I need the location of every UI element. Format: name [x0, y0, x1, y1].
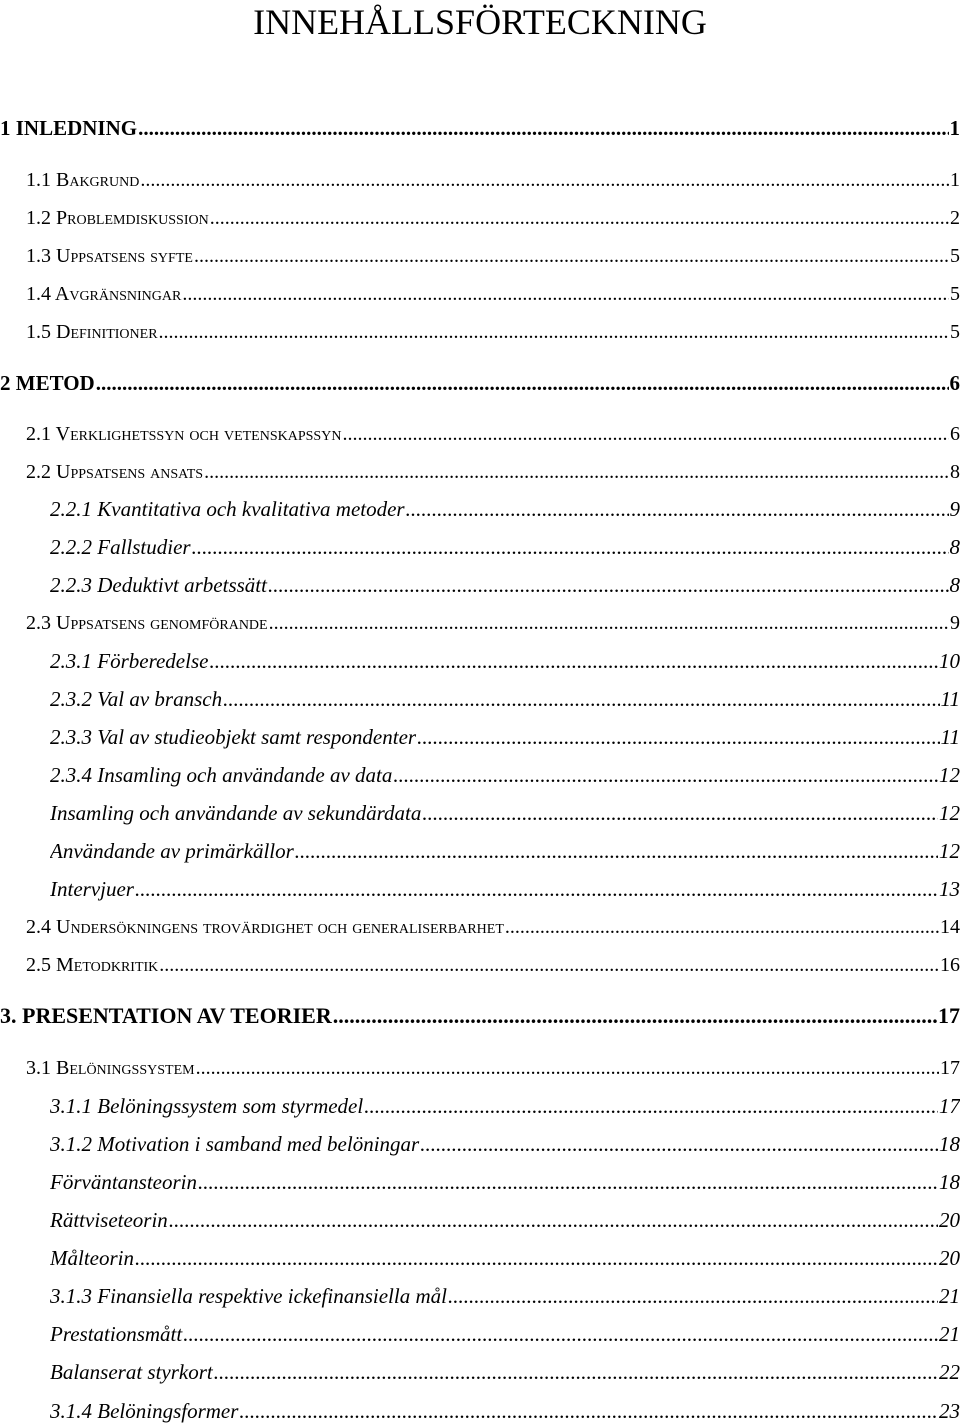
toc-entry-2-3-1[interactable]: [50, 646, 960, 676]
toc-leader-dots: [210, 203, 949, 233]
toc-entry-1-1[interactable]: [26, 165, 960, 195]
toc-entry-2-2[interactable]: [26, 457, 960, 487]
toc-entry-page: 17: [940, 1057, 960, 1079]
toc-entry-label: 1.4 Avgränsningar: [26, 283, 182, 305]
toc-entry-label: 2.3.4 Insamling och användande av data: [50, 763, 393, 787]
toc-entry-page: 17: [938, 1003, 960, 1028]
toc-entry-2-2-3[interactable]: [50, 570, 960, 600]
toc-entry-2[interactable]: [0, 368, 960, 398]
toc-entry-page: 20: [939, 1246, 960, 1270]
toc-entry-page: 20: [939, 1208, 960, 1232]
toc-entry-sekundardata[interactable]: [50, 798, 960, 828]
toc-entry-2-4[interactable]: [26, 912, 960, 942]
toc-entry-page: 12: [939, 839, 960, 863]
toc-entry-label: 2.2.3 Deduktivt arbetssätt: [50, 573, 267, 597]
toc-entry-page: 17: [939, 1094, 960, 1118]
toc-entry-balanserat-styrkort[interactable]: [50, 1357, 960, 1387]
toc-leader-dots: [223, 684, 939, 714]
toc-entry-page: 10: [939, 649, 960, 673]
toc-entry-prestationsmatt[interactable]: [50, 1319, 960, 1349]
toc-entry-label: 3.1.2 Motivation i samband med belöningar: [50, 1132, 420, 1156]
toc-entry-2-3-2[interactable]: [50, 684, 960, 714]
toc-entry-2-2-1[interactable]: [50, 494, 960, 524]
toc-entry-2-3[interactable]: [26, 608, 960, 638]
toc-entry-page: 11: [940, 687, 960, 711]
toc-entry-label: 2 METOD: [0, 371, 95, 395]
toc-entry-page: 6: [949, 371, 960, 395]
toc-entry-3-1[interactable]: [26, 1053, 960, 1083]
toc-entry-label: Balanserat styrkort: [50, 1360, 213, 1384]
toc-leader-dots: [192, 532, 949, 562]
toc-entry-forvantansteorin[interactable]: [50, 1167, 960, 1197]
toc-entry-page: 8: [949, 573, 960, 597]
toc-leader-dots: [333, 1001, 937, 1031]
toc-entry-label: 2.3.2 Val av bransch: [50, 687, 223, 711]
toc-entry-page: 8: [950, 461, 960, 483]
toc-leader-dots: [239, 1396, 938, 1426]
toc-entry-3-1-3[interactable]: [50, 1281, 960, 1311]
toc-leader-dots: [393, 760, 938, 790]
toc-leader-dots: [364, 1091, 938, 1121]
toc-entry-label: 1 INLEDNING: [0, 116, 138, 140]
toc-entry-label: 2.3 Uppsatsens genomförande: [26, 612, 268, 634]
toc-leader-dots: [342, 419, 949, 449]
toc-entry-page: 12: [939, 763, 960, 787]
toc-entry-label: Målteorin: [50, 1246, 134, 1270]
toc-entry-label: 2.2 Uppsatsens ansats: [26, 461, 204, 483]
toc-entry-label: 2.2.1 Kvantitativa och kvalitativa metoder: [50, 497, 405, 521]
page-title: INNEHÅLLSFÖRTECKNING: [253, 2, 707, 42]
toc-entry-page: 12: [939, 801, 960, 825]
toc-entry-1[interactable]: [0, 113, 960, 143]
toc-entry-malteorin[interactable]: [50, 1243, 960, 1273]
toc-entry-page: 16: [940, 954, 960, 976]
toc-entry-label: Användande av primärkällor: [50, 839, 294, 863]
toc-leader-dots: [448, 1281, 938, 1311]
toc-leader-dots: [159, 317, 949, 347]
toc-entry-rattviseteorin[interactable]: [50, 1205, 960, 1235]
toc-entry-label: Prestationsmått: [50, 1322, 183, 1346]
toc-entry-page: 9: [950, 612, 960, 634]
toc-entry-label: 1.2 Problemdiskussion: [26, 207, 209, 229]
toc-entry-label: 2.5 Metodkritik: [26, 954, 159, 976]
toc-entry-2-3-3[interactable]: [50, 722, 960, 752]
toc-entry-page: 21: [939, 1284, 960, 1308]
toc-leader-dots: [182, 279, 949, 309]
toc-entry-page: 22: [939, 1360, 960, 1384]
toc-entry-label: 3.1.3 Finansiella respektive ickefinansiella mål: [50, 1284, 447, 1308]
toc-entry-page: 5: [950, 283, 960, 305]
toc-leader-dots: [417, 722, 939, 752]
toc-entry-label: 1.5 Definitioner: [26, 321, 158, 343]
toc-entry-page: 13: [939, 877, 960, 901]
toc-entry-1-3[interactable]: [26, 241, 960, 271]
toc-leader-dots: [159, 950, 939, 980]
toc-entry-page: 1: [949, 116, 960, 140]
toc-entry-label: 3.1 Belöningssystem: [26, 1057, 195, 1079]
toc-entry-label: 2.3.1 Förberedelse: [50, 649, 209, 673]
toc-entry-label: 2.2.2 Fallstudier: [50, 535, 191, 559]
toc-leader-dots: [209, 646, 938, 676]
toc-leader-dots: [295, 836, 938, 866]
toc-entry-1-2[interactable]: [26, 203, 960, 233]
toc-entry-page: 5: [950, 321, 960, 343]
toc-entry-page: 1: [950, 169, 960, 191]
toc-entry-3-1-4[interactable]: [50, 1396, 960, 1426]
toc-leader-dots: [140, 165, 949, 195]
toc-entry-page: 11: [940, 725, 960, 749]
toc-entry-label: Intervjuer: [50, 877, 134, 901]
toc-entry-1-5[interactable]: [26, 317, 960, 347]
toc-entry-2-1[interactable]: [26, 419, 960, 449]
toc-entry-label: 1.1 Bakgrund: [26, 169, 140, 191]
toc-leader-dots: [420, 1129, 938, 1159]
toc-entry-page: 18: [939, 1132, 960, 1156]
toc-entry-intervjuer[interactable]: [50, 874, 960, 904]
toc-entry-page: 21: [939, 1322, 960, 1346]
toc-entry-label: Rättviseteorin: [50, 1208, 168, 1232]
toc-entry-3-1-1[interactable]: [50, 1091, 960, 1121]
toc-entry-label: 3. PRESENTATION AV TEORIER: [0, 1003, 332, 1028]
toc-entry-label: 2.4 Undersökningens trovärdighet och generaliserbarhet: [26, 916, 504, 938]
toc-entry-2-5[interactable]: [26, 950, 960, 980]
toc-leader-dots: [183, 1319, 938, 1349]
toc-leader-dots: [422, 798, 938, 828]
toc-leader-dots: [138, 113, 948, 143]
toc-leader-dots: [268, 570, 949, 600]
toc-entry-page: 18: [939, 1170, 960, 1194]
toc-entry-3[interactable]: [0, 1001, 960, 1031]
toc-leader-dots: [269, 608, 949, 638]
toc-entry-2-2-2[interactable]: [50, 532, 960, 562]
toc-entry-label: 3.1.1 Belöningssystem som styrmedel: [50, 1094, 364, 1118]
toc-entry-2-3-4[interactable]: [50, 760, 960, 790]
toc-leader-dots: [214, 1357, 938, 1387]
toc-entry-label: 2.3.3 Val av studieobjekt samt respondenter: [50, 725, 417, 749]
toc-entry-page: 6: [950, 423, 960, 445]
toc-leader-dots: [204, 457, 949, 487]
toc-entry-label: 1.3 Uppsatsens syfte: [26, 245, 193, 267]
toc-entry-1-4[interactable]: [26, 279, 960, 309]
toc-entry-3-1-2[interactable]: [50, 1129, 960, 1159]
toc-leader-dots: [505, 912, 939, 942]
toc-entry-label: Insamling och användande av sekundärdata: [50, 801, 422, 825]
toc-leader-dots: [169, 1205, 938, 1235]
toc-entry-page: 9: [949, 497, 960, 521]
toc-entry-page: 23: [939, 1399, 960, 1423]
toc-leader-dots: [194, 241, 949, 271]
toc-entry-page: 8: [949, 535, 960, 559]
toc-entry-page: 5: [950, 245, 960, 267]
toc-leader-dots: [196, 1053, 939, 1083]
toc-entry-label: Förväntansteorin: [50, 1170, 197, 1194]
toc-entry-label: 3.1.4 Belöningsformer: [50, 1399, 239, 1423]
toc-leader-dots: [406, 494, 949, 524]
toc-entry-primarkallor[interactable]: [50, 836, 960, 866]
toc-leader-dots: [96, 368, 949, 398]
toc-entry-page: 14: [940, 916, 960, 938]
toc-leader-dots: [135, 1243, 938, 1273]
toc-entry-label: 2.1 Verklighetssyn och vetenskapssyn: [26, 423, 342, 445]
toc-leader-dots: [198, 1167, 938, 1197]
toc-entry-page: 2: [950, 207, 960, 229]
toc-leader-dots: [135, 874, 938, 904]
